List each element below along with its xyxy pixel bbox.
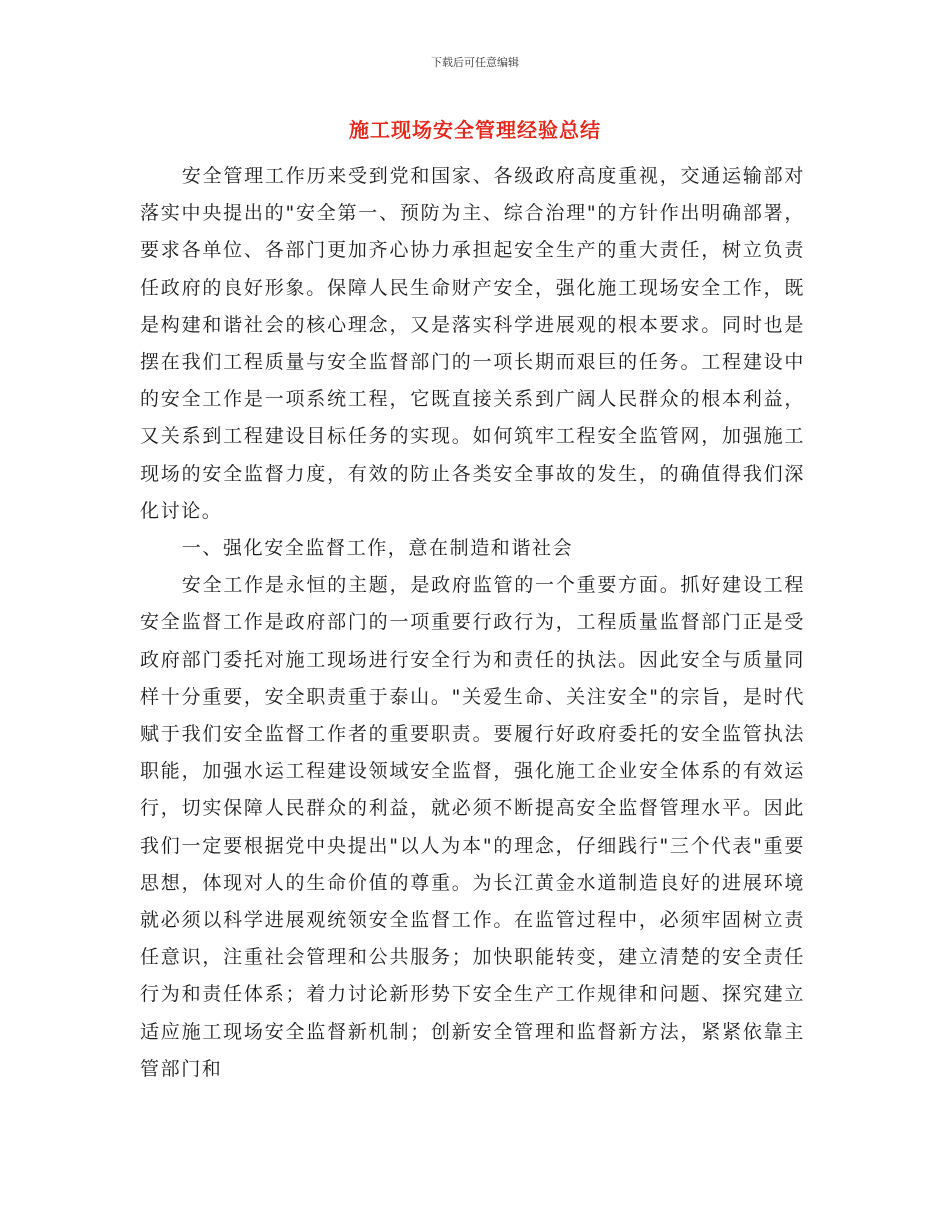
section-heading-1: 一、强化安全监督工作，意在制造和谐社会 — [181, 537, 574, 560]
paragraph-section-1: 安全工作是永恒的主题，是政府监管的一个重要方面。抓好建设工程安全监督工作是政府部门的一项重要行政行为，工程质量监督部门正是受政府部门委托对施工现场进行安全行为和责任的执法。因此安全与质量同样十分重要，安全职责重于泰山。"关爱生命、关注安全"的宗旨，是时代赋于我们安全监督工作者的重要职责。要履行好政府委托的安全监管执法职能，加强水运工程建设领域安全监督，强化施工企业安全体系的有效运行，切实保障人民群众的利益，就必须不断提高安全监督管理水平。因此我们一定要根据党中央提出"以人为本"的理念，仔细践行"三个代表"重要思想，体现对人的生命价值的尊重。为长江黄金水道制造良好的进展环境就必须以科学进展观统领安全监督工作。在监管过程中，必须牢固树立责任意识，注重社会管理和公共服务；加快职能转变，建立清楚的安全责任行为和责任体系；着力讨论新形势下安全生产工作规律和问题、探究建立适应施工现场安全监督新机制；创新安全管理和监督新方法，紧紧依靠主管部门和 — [140, 574, 805, 1080]
paragraph-intro: 安全管理工作历来受到党和国家、各级政府高度重视，交通运输部对落实中央提出的"安全第一、预防为主、综合治理"的方针作出明确部署，要求各单位、各部门更加齐心协力承担起安全生产的重大责任，树立负责任政府的良好形象。保障人民生命财产安全，强化施工现场安全工作，既是构建和谐社会的核心理念，又是落实科学进展观的根本要求。同时也是摆在我们工程质量与安全监督部门的一项长期而艰巨的任务。工程建设中的安全工作是一项系统工程，它既直接关系到广阔人民群众的根本利益，又关系到工程建设目标任务的实现。如何筑牢工程安全监管网，加强施工现场的安全监督力度，有效的防止各类安全事故的发生，的确值得我们深化讨论。 — [140, 165, 805, 522]
document-body — [140, 158, 805, 1088]
document-title: 施工现场安全管理经验总结 — [349, 118, 601, 142]
header-note: 下载后可任意编辑 — [431, 56, 519, 69]
